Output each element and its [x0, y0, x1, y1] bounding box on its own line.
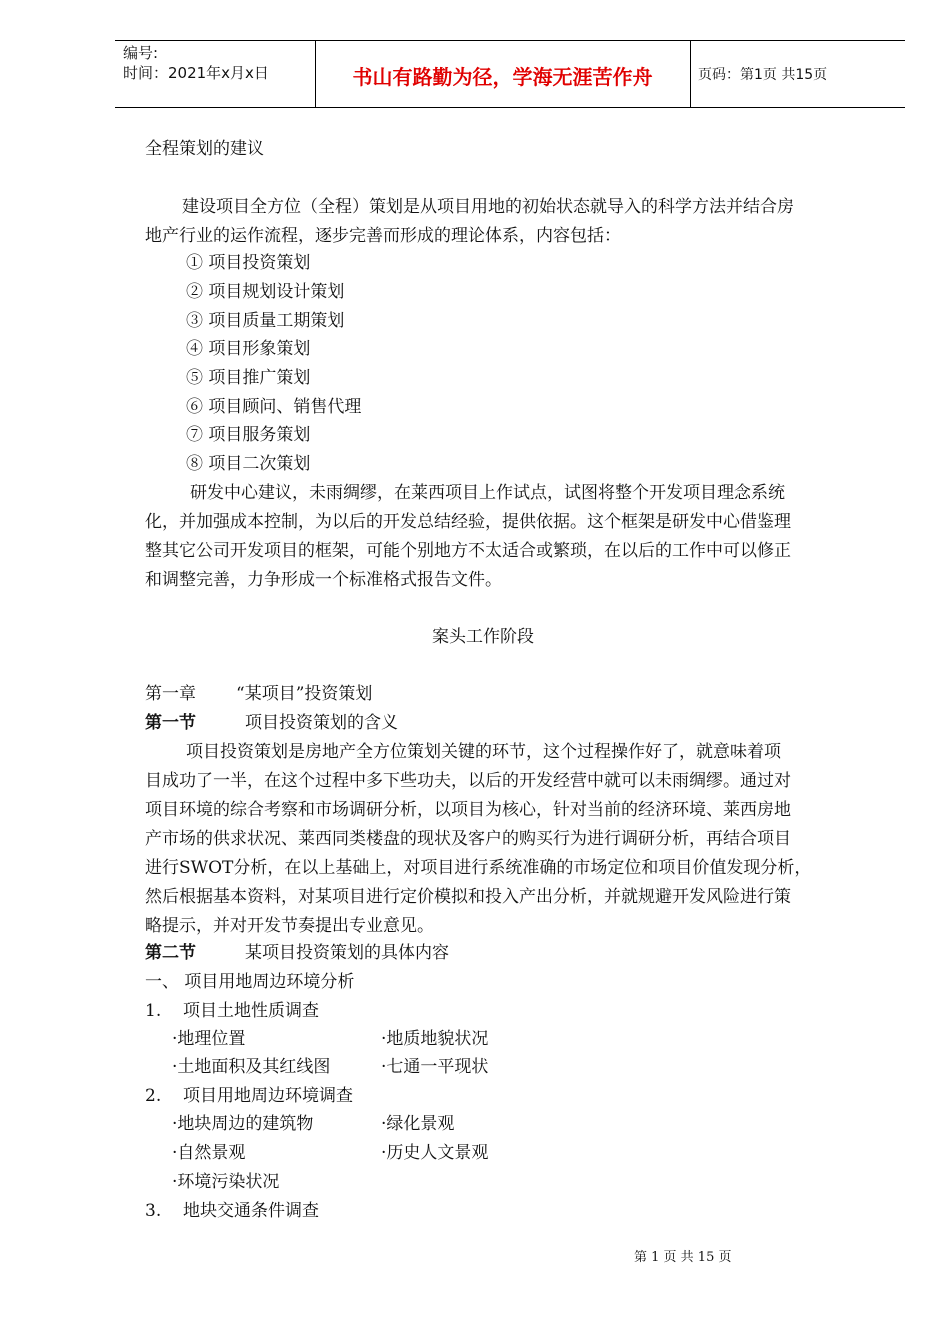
section-label: 第二节: [145, 943, 196, 963]
chapter-title: “某项目”投资策划: [236, 684, 373, 704]
section-title: 项目投资策划的含义: [245, 713, 398, 733]
rd-line: 研发中心建议，未雨绸缪，在莱西项目上作试点，试图将整个开发项目理念系统: [190, 483, 785, 503]
list-item: ⑧ 项目二次策划: [186, 454, 311, 474]
section-title: 某项目投资策划的具体内容: [245, 943, 449, 963]
part-heading: 一、 项目用地周边环境分析: [145, 972, 355, 992]
list-item: ⑦ 项目服务策划: [186, 425, 311, 445]
list-item: ① 项目投资策划: [186, 253, 311, 273]
doc-time-label: 时间：2021年x月x日: [123, 64, 269, 82]
body-line: 目成功了一半，在这个过程中多下些功夫，以后的开发经营中就可以未雨绸缪。通过对: [145, 771, 791, 791]
body-line: 进行SWOT分析，在以上基础上，对项目进行系统准确的市场定位和项目价值发现分析，: [145, 858, 812, 878]
item-title: 项目用地周边环境调查: [183, 1086, 353, 1106]
header-page-label: 页码：第1页 共15页: [698, 67, 828, 83]
chapter-label: 第一章: [145, 684, 196, 704]
bullet-item: ·自然景观: [172, 1143, 246, 1163]
header-divider: [690, 41, 691, 107]
intro-line: 建设项目全方位（全程）策划是从项目用地的初始状态就导入的科学方法并结合房: [182, 197, 794, 217]
stage-heading: 案头工作阶段: [432, 627, 534, 647]
item-title: 项目土地性质调查: [183, 1001, 319, 1021]
list-item: ⑤ 项目推广策划: [186, 368, 311, 388]
list-item: ④ 项目形象策划: [186, 339, 311, 359]
intro-line: 地产行业的运作流程，逐步完善而形成的理论体系，内容包括：: [145, 226, 621, 246]
list-item: ⑥ 项目顾问、销售代理: [186, 397, 362, 417]
body-line: 然后根据基本资料，对某项目进行定价模拟和投入产出分析，并就规避开发风险进行策: [145, 887, 791, 907]
doc-title: 全程策划的建议: [145, 139, 264, 159]
body-line: 项目投资策划是房地产全方位策划关键的环节，这个过程操作好了，就意味着项: [186, 742, 781, 762]
item-number: 2.: [145, 1086, 162, 1106]
header-meta: [123, 43, 269, 83]
bullet-item: ·绿化景观: [381, 1114, 455, 1134]
bullet-item: ·地块周边的建筑物: [172, 1114, 314, 1134]
bullet-item: ·土地面积及其红线图: [172, 1057, 331, 1077]
list-item: ③ 项目质量工期策划: [186, 311, 345, 331]
header-motto: 书山有路勤为径，学海无涯苦作舟: [352, 65, 653, 89]
body-line: 产市场的供求状况、莱西同类楼盘的现状及客户的购买行为进行调研分析，再结合项目: [145, 829, 791, 849]
rd-line: 和调整完善，力争形成一个标准格式报告文件。: [145, 570, 502, 590]
list-item: ② 项目规划设计策划: [186, 282, 345, 302]
rd-line: 整其它公司开发项目的框架，可能个别地方不太适合或繁琐，在以后的工作中可以修正: [145, 541, 791, 561]
page-header: [115, 40, 905, 108]
bullet-item: ·地理位置: [172, 1029, 246, 1049]
rd-line: 化，并加强成本控制，为以后的开发总结经验，提供依据。这个框架是研发中心借鉴理: [145, 512, 791, 532]
item-title: 地块交通条件调查: [183, 1201, 319, 1221]
item-number: 1.: [145, 1001, 162, 1021]
section-label: 第一节: [145, 713, 196, 733]
bullet-item: ·历史人文景观: [381, 1143, 489, 1163]
bullet-item: ·七通一平现状: [381, 1057, 489, 1077]
item-number: 3.: [145, 1201, 162, 1221]
body-line: 项目环境的综合考察和市场调研分析，以项目为核心，针对当前的经济环境、莱西房地: [145, 800, 791, 820]
doc-number-label: 编号:: [123, 44, 159, 62]
bullet-item: ·环境污染状况: [172, 1172, 280, 1192]
page-footer: 第 1 页 共 15 页: [634, 1250, 732, 1265]
body-line: 略提示，并对开发节奏提出专业意见。: [145, 916, 434, 936]
bullet-item: ·地质地貌状况: [381, 1029, 489, 1049]
